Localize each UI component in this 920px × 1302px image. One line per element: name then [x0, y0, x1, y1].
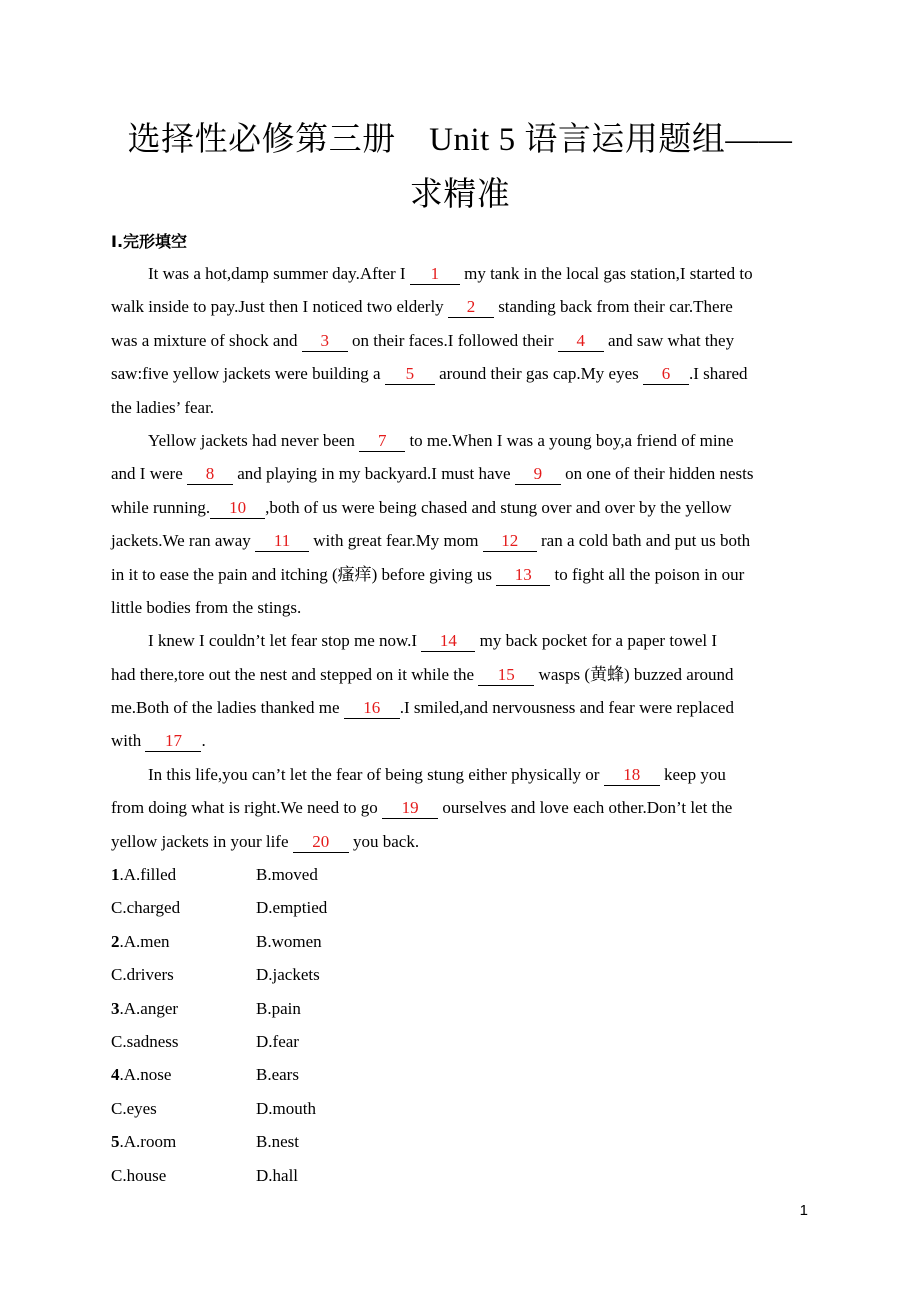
- option-d: D.mouth: [256, 1098, 316, 1118]
- blank-1: 1: [410, 264, 460, 285]
- option-a: .A.anger: [119, 998, 179, 1018]
- passage-line: [111, 290, 811, 323]
- option-b: B.moved: [256, 865, 318, 885]
- passage-text: keep you: [659, 764, 726, 784]
- passage-text: in it to ease the pain and itching (瘙痒) before giving us: [111, 564, 497, 584]
- blank-5: 5: [385, 364, 435, 385]
- question-row: [111, 858, 811, 891]
- passage-text: jackets.We ran away: [111, 531, 256, 551]
- passage-text: .I smiled,and nervousness and fear were replaced: [399, 698, 734, 718]
- passage-line: [111, 457, 811, 490]
- question-row: [111, 891, 811, 924]
- option-c: C.house: [111, 1165, 167, 1185]
- option-a: .A.men: [119, 931, 170, 951]
- passage-text: ran a cold bath and put us both: [536, 531, 751, 551]
- blank-18: 18: [604, 765, 660, 786]
- passage-text: on one of their hidden nests: [560, 464, 754, 484]
- option-d: D.emptied: [256, 898, 328, 918]
- passage-text: to fight all the poison in our: [550, 564, 745, 584]
- passage-text: the ladies’ fear.: [111, 397, 215, 417]
- passage-line: [111, 758, 811, 791]
- question-row: [111, 992, 811, 1025]
- passage-line: [111, 658, 811, 691]
- passage-text: wasps (黄蜂) buzzed around: [534, 664, 734, 684]
- passage-line: [111, 825, 811, 858]
- passage-text: I knew I couldn’t let fear stop me now.I: [148, 631, 422, 651]
- option-d: D.hall: [256, 1165, 299, 1185]
- passage-line: [111, 591, 811, 624]
- passage-line: [111, 391, 811, 424]
- passage-text: and playing in my backyard.I must have: [233, 464, 515, 484]
- question-row: [111, 1159, 811, 1192]
- question-number: 1: [111, 865, 120, 885]
- passage-line: [111, 791, 811, 824]
- passage-text: In this life,you can’t let the fear of being stung either physically or: [148, 764, 604, 784]
- option-c: C.eyes: [111, 1098, 157, 1118]
- question-options: [111, 858, 811, 1192]
- question-row: [111, 1125, 811, 1158]
- option-a: .A.filled: [119, 865, 177, 885]
- question-number: 3: [111, 998, 120, 1018]
- question-row: [111, 958, 811, 991]
- blank-15: 15: [478, 665, 534, 686]
- blank-10: 10: [210, 498, 265, 519]
- blank-20: 20: [293, 832, 349, 853]
- passage-text: and saw what they: [603, 330, 735, 350]
- blank-17: 17: [145, 731, 201, 752]
- blank-11: 11: [255, 531, 309, 552]
- passage-text: on their faces.I followed their: [347, 330, 558, 350]
- passage-text: .: [201, 731, 206, 751]
- passage-text: was a mixture of shock and: [111, 330, 302, 350]
- passage-line: [111, 257, 811, 290]
- passage-line: [111, 724, 811, 757]
- passage-line: [111, 324, 811, 357]
- passage-text: me.Both of the ladies thanked me: [111, 698, 344, 718]
- section-heading: Ⅰ.完形填空: [111, 232, 188, 251]
- page-title-line-1: 选择性必修第三册 Unit 5 语言运用题组——: [127, 122, 793, 158]
- option-d: D.fear: [256, 1031, 299, 1051]
- passage-line: [111, 558, 811, 591]
- passage-text: while running.: [111, 497, 211, 517]
- option-c: C.sadness: [111, 1031, 179, 1051]
- option-b: B.pain: [256, 998, 301, 1018]
- passage-text: ,both of us were being chased and stung over and over by the yellow: [265, 497, 732, 517]
- option-a: .A.nose: [119, 1065, 172, 1085]
- option-b: B.ears: [256, 1065, 299, 1085]
- option-c: C.charged: [111, 898, 181, 918]
- passage-text: little bodies from the stings.: [111, 597, 302, 617]
- passage-line: [111, 491, 811, 524]
- blank-2: 2: [448, 297, 494, 318]
- page-number: 1: [799, 1202, 808, 1219]
- blank-8: 8: [187, 464, 233, 485]
- passage-text: standing back from their car.There: [493, 297, 733, 317]
- option-b: B.women: [256, 931, 322, 951]
- passage-text: with great fear.My mom: [309, 531, 483, 551]
- cloze-passage: [111, 257, 811, 1192]
- option-c: C.drivers: [111, 965, 174, 985]
- passage-text: my back pocket for a paper towel I: [475, 631, 718, 651]
- passage-text: my tank in the local gas station,I started to: [459, 264, 753, 283]
- passage-line: [111, 357, 811, 390]
- passage-line: [111, 691, 811, 724]
- question-row: [111, 1058, 811, 1091]
- question-number: 5: [111, 1132, 120, 1152]
- option-b: B.nest: [256, 1132, 299, 1152]
- blank-7: 7: [359, 431, 405, 452]
- blank-19: 19: [382, 798, 438, 819]
- passage-text: saw:five yellow jackets were building a: [111, 364, 385, 384]
- question-number: 2: [111, 931, 120, 951]
- blank-6: 6: [643, 364, 689, 385]
- passage-text: Yellow jackets had never been: [148, 430, 360, 450]
- blank-3: 3: [302, 331, 348, 352]
- blank-13: 13: [496, 565, 550, 586]
- passage-text: and I were: [111, 464, 187, 484]
- passage-text: .I shared: [689, 364, 748, 384]
- passage-text: yellow jackets in your life: [111, 831, 293, 851]
- blank-9: 9: [515, 464, 561, 485]
- passage-line: [111, 424, 811, 457]
- passage-text: around their gas cap.My eyes: [434, 364, 643, 384]
- option-d: D.jackets: [256, 965, 320, 985]
- passage-text: It was a hot,damp summer day.After I: [148, 264, 410, 283]
- passage-text: ourselves and love each other.Don’t let the: [438, 798, 733, 818]
- passage-line: [111, 624, 811, 657]
- passage-text: with: [111, 731, 146, 751]
- page-title-line-2: 求精准: [409, 177, 511, 213]
- question-number: 4: [111, 1065, 120, 1085]
- blank-14: 14: [421, 631, 475, 652]
- passage-text: had there,tore out the nest and stepped on it while the: [111, 664, 479, 684]
- question-row: [111, 1092, 811, 1125]
- blank-12: 12: [483, 531, 537, 552]
- passage-line: [111, 524, 811, 557]
- option-a: .A.room: [119, 1132, 177, 1152]
- passage-text: from doing what is right.We need to go: [111, 798, 383, 818]
- question-row: [111, 1025, 811, 1058]
- blank-16: 16: [344, 698, 400, 719]
- passage-text: walk inside to pay.Just then I noticed two elderly: [111, 297, 448, 317]
- blank-4: 4: [558, 331, 604, 352]
- passage-text: to me.When I was a young boy,a friend of mine: [405, 430, 734, 450]
- question-row: [111, 925, 811, 958]
- passage-text: you back.: [348, 831, 420, 851]
